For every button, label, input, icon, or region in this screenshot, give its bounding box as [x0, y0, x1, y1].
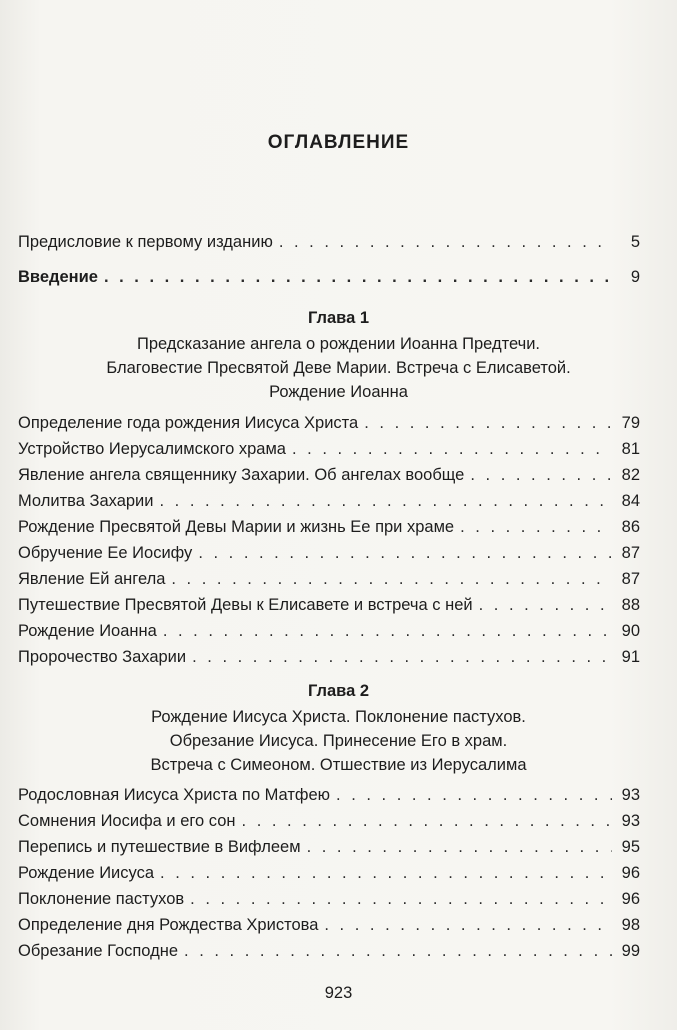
toc-entry-title: Устройство Иерусалимского храма: [18, 440, 286, 458]
toc-entry-page: 82: [621, 466, 640, 484]
toc-entry[interactable]: [18, 411, 640, 435]
toc-entry-title: Предисловие к первому изданию: [18, 233, 273, 251]
chapter-2-subtitle-line: Встреча с Симеоном. Отшествие из Иерусалима: [150, 756, 527, 774]
page-title: ОГЛАВЛЕНИЕ: [267, 132, 410, 153]
toc-entry[interactable]: [18, 515, 640, 539]
toc-entry-title: Родословная Иисуса Христа по Матфею: [18, 786, 331, 804]
chapter-1-label: Глава 1: [307, 309, 370, 327]
toc-entry[interactable]: [18, 913, 640, 937]
chapter-1-subtitle-line: Рождение Иоанна: [269, 383, 408, 401]
toc-leader-dots: [184, 939, 612, 963]
toc-leader-dots: [479, 593, 612, 617]
toc-leader-dots: [307, 835, 612, 859]
toc-entry-page: 98: [621, 916, 640, 934]
toc-entry-page: 96: [621, 864, 640, 882]
toc-entry-page: 93: [621, 786, 640, 804]
toc-entry[interactable]: [18, 887, 640, 911]
toc-entry-page: 87: [621, 544, 640, 562]
toc-entry-title: Молитва Захарии: [18, 492, 154, 510]
toc-entry-title: Рождение Иоанна: [18, 622, 157, 640]
chapter-2-subtitle-line: Обрезание Иисуса. Принесение Его в храм.: [169, 732, 508, 750]
toc-leader-dots: [198, 541, 612, 565]
toc-leader-dots: [460, 515, 612, 539]
toc-entry[interactable]: [18, 567, 640, 591]
toc-entry[interactable]: [18, 489, 640, 513]
toc-entry-title: Определение дня Рождества Христова: [18, 916, 319, 934]
toc-entry[interactable]: [18, 835, 640, 859]
chapter-1-subtitle-line: Благовестие Пресвятой Деве Марии. Встреча с Елисаветой.: [106, 359, 571, 377]
toc-entry-page: 99: [621, 942, 640, 960]
toc-entry-page: 96: [621, 890, 640, 908]
toc-entry-title: Пророчество Захарии: [18, 648, 187, 666]
toc-entry[interactable]: [18, 939, 640, 963]
chapter-2-label: Глава 2: [307, 682, 370, 700]
toc-entry[interactable]: [18, 463, 640, 487]
toc-leader-dots: [292, 437, 612, 461]
toc-leader-dots: [190, 887, 612, 911]
toc-entry[interactable]: [18, 645, 640, 669]
toc-entry-page: 9: [630, 268, 640, 286]
toc-entry-page: 79: [621, 414, 640, 432]
toc-entry[interactable]: [18, 809, 640, 833]
toc-leader-dots: [364, 411, 612, 435]
toc-entry-title: Определение года рождения Иисуса Христа: [18, 414, 359, 432]
toc-entry-title: Перепись и путешествие в Вифлеем: [18, 838, 301, 856]
toc-entry-title: Обручение Ее Иосифу: [18, 544, 193, 562]
toc-entry-page: 95: [621, 838, 640, 856]
toc-entry-page: 86: [621, 518, 640, 536]
page-number: 923: [324, 984, 353, 1002]
toc-entry[interactable]: [18, 437, 640, 461]
toc-entry[interactable]: [18, 619, 640, 643]
toc-entry[interactable]: [18, 783, 640, 807]
toc-entry-page: 81: [621, 440, 640, 458]
toc-entry-page: 88: [621, 596, 640, 614]
toc-entry[interactable]: [18, 861, 640, 885]
toc-leader-dots: [163, 619, 612, 643]
toc-leader-dots: [104, 265, 612, 289]
toc-entry-introduction[interactable]: [18, 265, 640, 289]
toc-entry-page: 84: [621, 492, 640, 510]
toc-leader-dots: [160, 861, 612, 885]
toc-leader-dots: [242, 809, 612, 833]
toc-entry[interactable]: [18, 541, 640, 565]
toc-entry-page: 90: [621, 622, 640, 640]
toc-leader-dots: [324, 913, 612, 937]
toc-entry-title: Сомнения Иосифа и его сон: [18, 812, 236, 830]
toc-leader-dots: [171, 567, 612, 591]
chapter-1-subtitle-line: Предсказание ангела о рождении Иоанна Предтечи.: [136, 335, 541, 353]
toc-entry-page: 91: [621, 648, 640, 666]
toc-entry[interactable]: [18, 593, 640, 617]
toc-leader-dots: [336, 783, 612, 807]
toc-entry-title: Рождение Пресвятой Девы Марии и жизнь Ее при храме: [18, 518, 455, 536]
toc-entry-title: Введение: [18, 268, 98, 286]
toc-leader-dots: [192, 645, 612, 669]
toc-leader-dots: [470, 463, 612, 487]
chapter-2-subtitle-line: Рождение Иисуса Христа. Поклонение пастухов.: [151, 708, 526, 726]
toc-entry-page: 87: [621, 570, 640, 588]
toc-entry-title: Явление Ей ангела: [18, 570, 166, 588]
toc-leader-dots: [159, 489, 612, 513]
toc-entry-title: Поклонение пастухов: [18, 890, 185, 908]
toc-entry-page: 93: [621, 812, 640, 830]
toc-entry-preface[interactable]: [18, 230, 640, 254]
toc-entry-title: Путешествие Пресвятой Девы к Елисавете и встреча с ней: [18, 596, 473, 614]
toc-entry-page: 5: [630, 233, 640, 251]
toc-entry-title: Явление ангела священнику Захарии. Об ангелах вообще: [18, 466, 465, 484]
toc-entry-title: Рождение Иисуса: [18, 864, 155, 882]
toc-leader-dots: [279, 230, 612, 254]
toc-entry-title: Обрезание Господне: [18, 942, 179, 960]
